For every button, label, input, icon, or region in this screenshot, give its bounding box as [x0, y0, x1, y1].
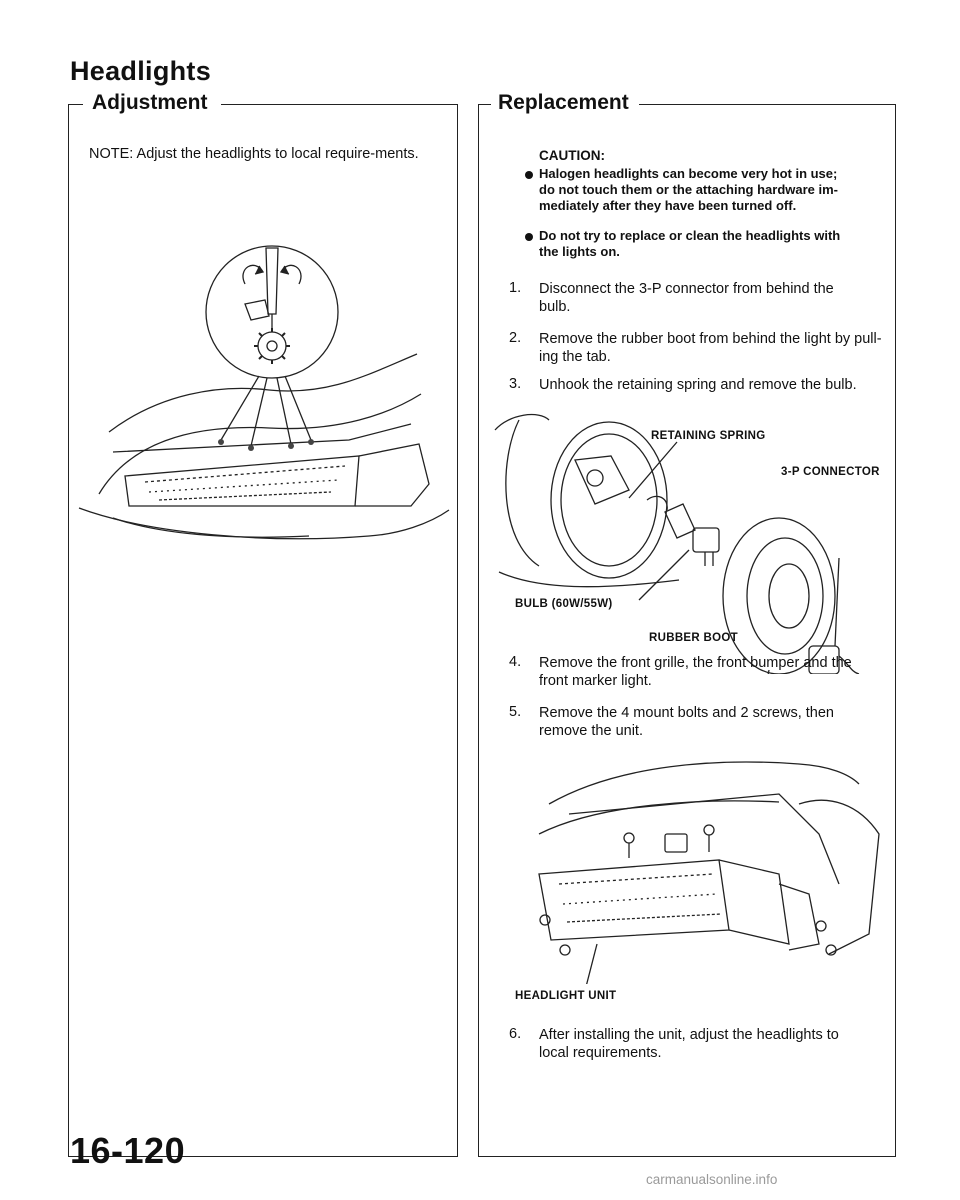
- step-3-line-1: Unhook the retaining spring and remove the bulb.: [539, 377, 857, 393]
- step-1-line-2: bulb.: [539, 299, 571, 315]
- step-6-line-1: After installing the unit, adjust the headlights to: [539, 1027, 839, 1043]
- headlight-unit-label: HEADLIGHT UNIT: [515, 990, 617, 1002]
- step-2-number: 2.: [509, 330, 522, 346]
- caution-item-2-line-2: the lights on.: [539, 244, 620, 259]
- heading-rule-left: [479, 104, 491, 105]
- step-6-line-2: local requirements.: [539, 1045, 662, 1061]
- caution-item-1-line-2: do not touch them or the attaching hardware im-: [539, 182, 839, 197]
- adjustment-note: NOTE: Adjust the headlights to local require-ments.: [89, 146, 419, 162]
- heading-rule-right: [639, 104, 895, 105]
- bullet-icon: [525, 233, 533, 241]
- adjustment-panel: [68, 91, 458, 1157]
- adjustment-heading: Adjustment: [87, 87, 213, 119]
- step-4-number: 4.: [509, 654, 522, 670]
- caution-label: CAUTION:: [539, 148, 605, 163]
- bullet-icon: [525, 171, 533, 179]
- headlight-unit-icon: [479, 744, 895, 984]
- step-6-number: 6.: [509, 1026, 522, 1042]
- footer-watermark[interactable]: carmanualsonline.info: [646, 1172, 778, 1187]
- caution-item-1-line-1: Halogen headlights can become very hot in use;: [539, 166, 838, 181]
- step-4-line-2: front marker light.: [539, 673, 652, 689]
- rubber-boot-label: RUBBER BOOT: [649, 632, 738, 644]
- step-4-line-1: Remove the front grille, the front bumper and the: [539, 655, 852, 671]
- replacement-heading: Replacement: [493, 87, 634, 119]
- step-2-line-2: ing the tab.: [539, 349, 611, 365]
- heading-rule-right: [221, 104, 457, 105]
- step-5-line-2: remove the unit.: [539, 723, 643, 739]
- connector-label: 3-P CONNECTOR: [781, 466, 880, 478]
- retaining-spring-label: RETAINING SPRING: [651, 430, 766, 442]
- caution-item-1-line-3: mediately after they have been turned off.: [539, 198, 797, 213]
- step-5-number: 5.: [509, 704, 522, 720]
- headlight-adjustment-illustration: [69, 244, 457, 574]
- caution-item-2-line-1: Do not try to replace or clean the headlights with: [539, 228, 841, 243]
- step-2-line-1: Remove the rubber boot from behind the light by pull-: [539, 331, 882, 347]
- page-number: 16-120: [70, 1130, 186, 1171]
- replacement-panel: [478, 91, 896, 1157]
- step-5-line-1: Remove the 4 mount bolts and 2 screws, then: [539, 705, 834, 721]
- page-title: Headlights: [70, 56, 212, 86]
- step-1-line-1: Disconnect the 3-P connector from behind the: [539, 281, 834, 297]
- step-3-number: 3.: [509, 376, 522, 392]
- step-1-number: 1.: [509, 280, 522, 296]
- heading-rule-left: [69, 104, 83, 105]
- bulb-label: BULB (60W/55W): [515, 598, 613, 610]
